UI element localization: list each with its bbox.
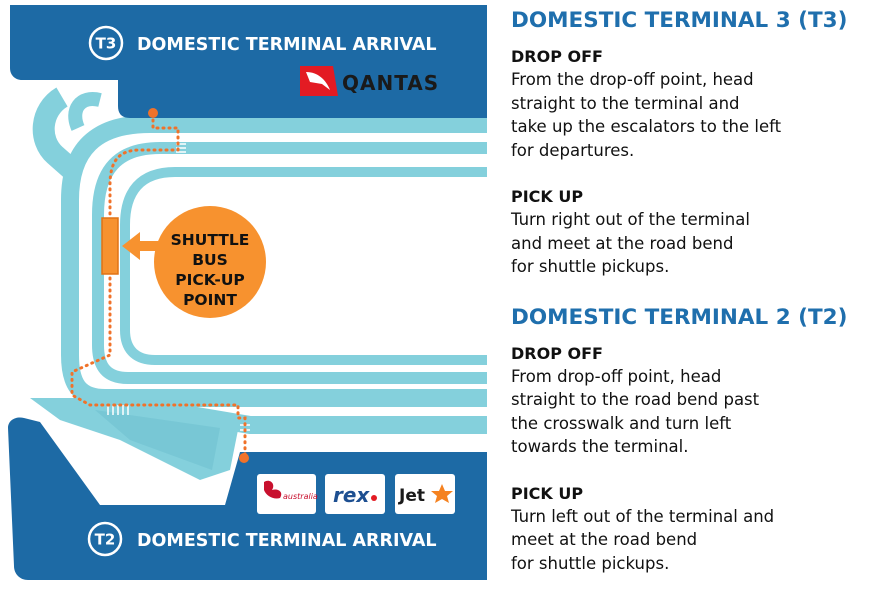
t3-dropoff-heading: DROP OFF xyxy=(511,47,603,66)
t2-section xyxy=(511,301,871,576)
shuttle-stop-marker xyxy=(102,218,118,274)
t2-pickup-heading: PICK UP xyxy=(511,483,584,503)
t2-dropoff-heading: DROP OFF xyxy=(511,343,603,363)
jetstar-logo xyxy=(395,474,455,514)
qantas-logo-text: QANTAS xyxy=(342,71,440,95)
shuttle-line-1: SHUTTLE xyxy=(170,231,250,249)
virgin-australia-logo xyxy=(257,474,318,514)
t2-heading: DOMESTIC TERMINAL 2 (T2) xyxy=(511,304,848,330)
t2-pickup-text: Turn left out of the terminal and meet at the road bend for shuttle pickups. xyxy=(511,506,775,573)
t3-dropoff-marker xyxy=(148,108,158,118)
svg-text:australia: australia xyxy=(283,492,318,501)
t3-pickup-text: Turn right out of the terminal and meet at the road bend for shuttle pickups. xyxy=(511,210,750,276)
airline-logos xyxy=(257,474,455,514)
svg-text:Jet: Jet xyxy=(399,486,425,506)
rex-logo xyxy=(325,474,385,514)
t3-dropoff-text: From the drop-off point, head straight to the terminal and take up the escalators to the left for departures. xyxy=(511,70,782,160)
t3-section xyxy=(511,4,871,279)
t2-dropoff-marker xyxy=(239,453,249,463)
shuttle-line-4: POINT xyxy=(183,291,237,309)
svg-text:rex: rex xyxy=(333,483,370,507)
t2-dropoff-text: From drop-off point, head straight to the road bend past the crosswalk and turn left towards the terminal. xyxy=(511,366,760,456)
shuttle-bus-pickup-point xyxy=(154,206,266,318)
t2-terminal-title: DOMESTIC TERMINAL ARRIVAL xyxy=(137,531,437,551)
t3-badge-label: T3 xyxy=(95,34,117,53)
t2-badge-label: T2 xyxy=(94,530,116,549)
qantas-logo xyxy=(300,66,439,96)
shuttle-line-3: PICK-UP xyxy=(175,271,245,289)
t3-pickup-heading: PICK UP xyxy=(511,187,584,206)
directions-panel xyxy=(511,4,871,575)
t3-terminal-title: DOMESTIC TERMINAL ARRIVAL xyxy=(137,35,437,55)
shuttle-line-2: BUS xyxy=(192,251,228,269)
t3-heading: DOMESTIC TERMINAL 3 (T3) xyxy=(511,8,848,33)
